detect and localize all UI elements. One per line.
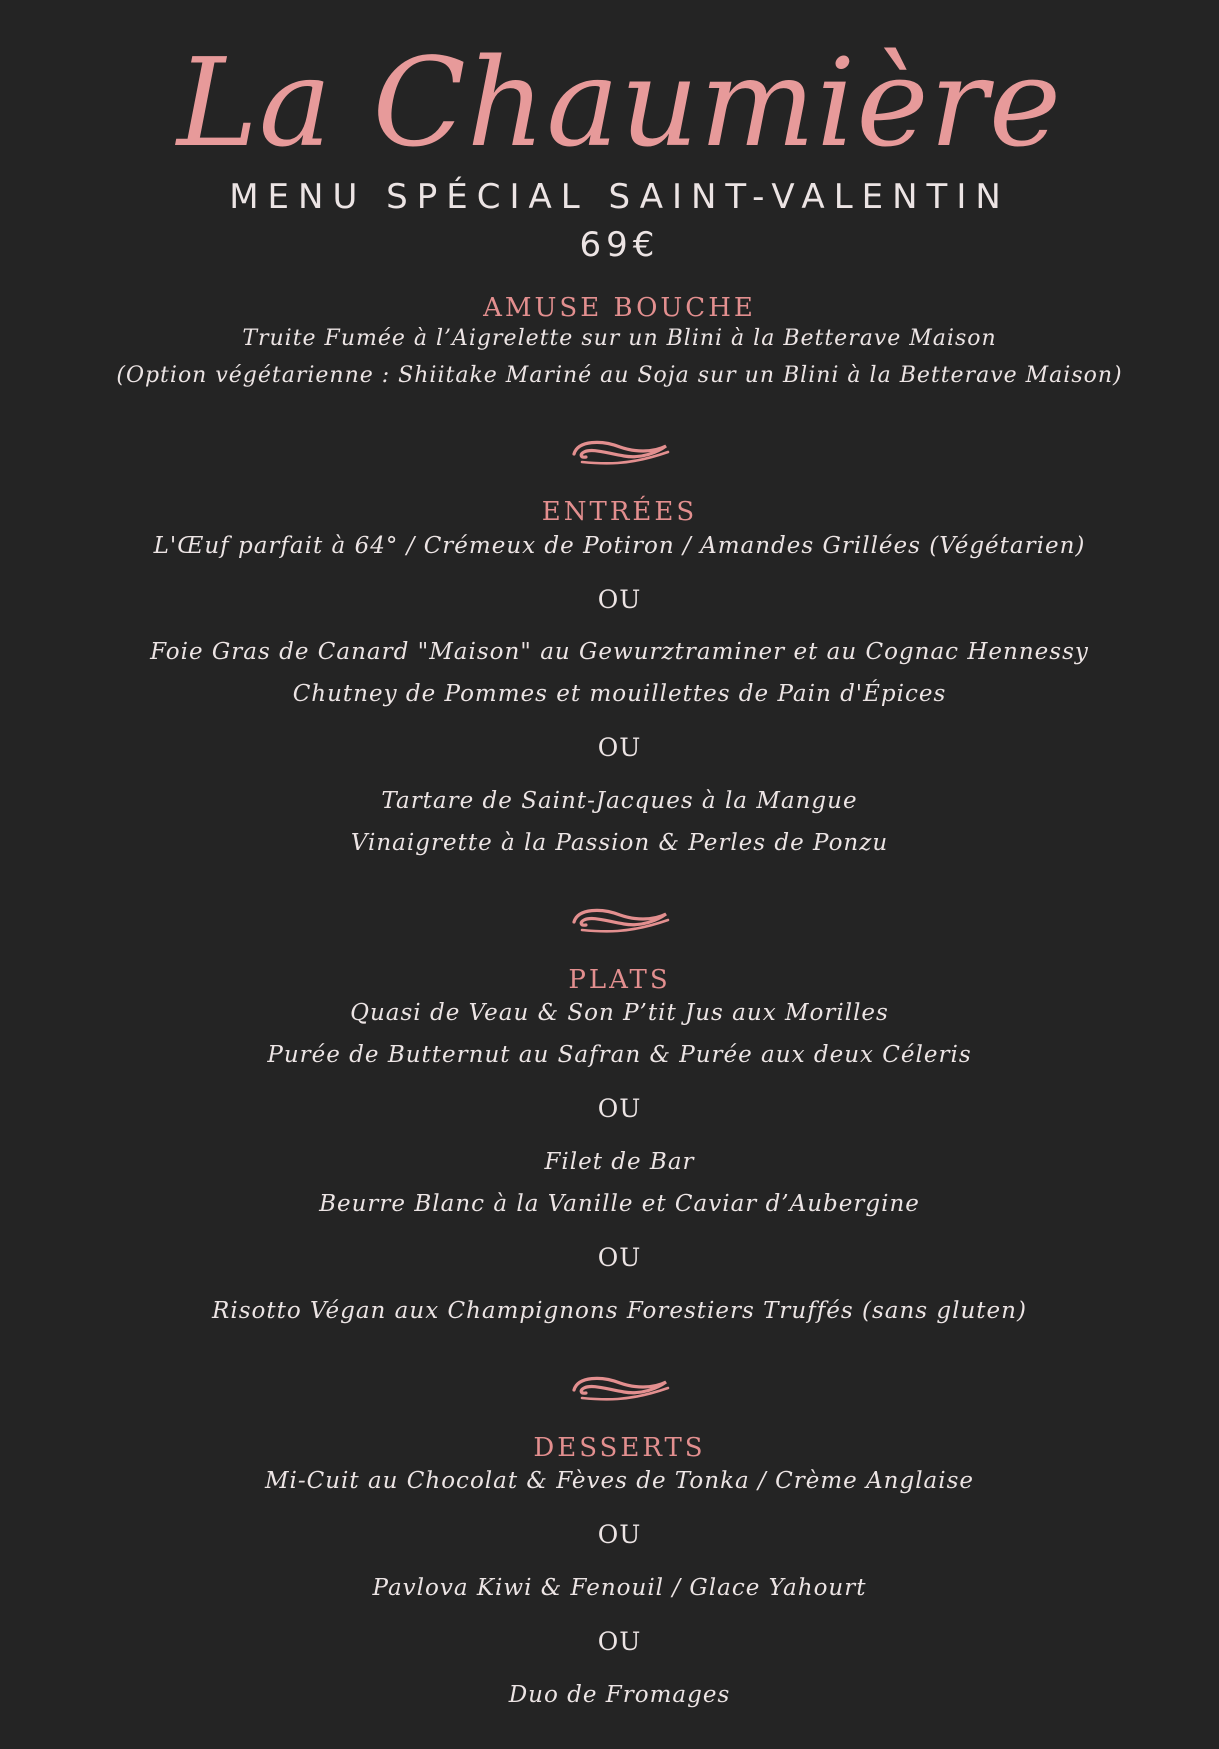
plat-option-1-line-1: Quasi de Veau & Son P’tit Jus aux Morilles [350,1000,889,1026]
flourish-ornament-icon [568,900,672,940]
ou-separator: OU [597,585,642,614]
amuse-bouche-line: Truite Fumée à l’Aigrelette sur un Blini à la Betterave Maison [242,326,997,351]
entree-option-2-line-2: Chutney de Pommes et mouillettes de Pain d'Épices [292,681,947,707]
ou-separator: OU [597,1520,642,1549]
entree-option-3-line-1: Tartare de Saint-Jacques à la Mangue [381,788,858,814]
ou-separator: OU [597,1094,642,1123]
section-heading-plats: PLATS [568,965,671,995]
dessert-option-3-line-1: Duo de Fromages [508,1682,731,1708]
flourish-ornament-icon [568,432,672,472]
ou-separator: OU [597,733,642,762]
section-heading-amuse-bouche: AMUSE BOUCHE [483,293,756,323]
amuse-bouche-vegetarian-line: (Option végétarienne : Shiitake Mariné au Soja sur un Blini à la Betterave Maison) [116,363,1123,388]
menu-price: 69€ [579,225,660,265]
entree-option-2-line-1: Foie Gras de Canard "Maison" au Gewurztraminer et au Cognac Hennessy [150,639,1089,665]
entree-option-3-line-2: Vinaigrette à la Passion & Perles de Ponzu [350,830,889,856]
restaurant-name: La Chaumière [176,32,1063,174]
plat-option-3-line-1: Risotto Végan aux Champignons Forestiers Truffés (sans gluten) [212,1298,1027,1324]
dessert-option-1-line-1: Mi-Cuit au Chocolat & Fèves de Tonka / Crème Anglaise [264,1468,975,1494]
plat-option-2-line-1: Filet de Bar [544,1149,695,1175]
entree-option-1-line-1: L'Œuf parfait à 64° / Crémeux de Potiron / Amandes Grillées (Végétarien) [153,533,1086,559]
ou-separator: OU [597,1243,642,1272]
plat-option-1-line-2: Purée de Butternut au Safran & Purée aux deux Céleris [267,1042,972,1068]
plat-option-2-line-2: Beurre Blanc à la Vanille et Caviar d’Aubergine [319,1191,920,1217]
flourish-ornament-icon [568,1368,672,1408]
dessert-option-2-line-1: Pavlova Kiwi & Fenouil / Glace Yahourt [372,1575,867,1601]
menu-title: MENU SPÉCIAL SAINT-VALENTIN [229,177,1010,217]
section-heading-desserts: DESSERTS [533,1433,706,1463]
section-heading-entrees: ENTRÉES [541,497,698,527]
ou-separator: OU [597,1627,642,1656]
